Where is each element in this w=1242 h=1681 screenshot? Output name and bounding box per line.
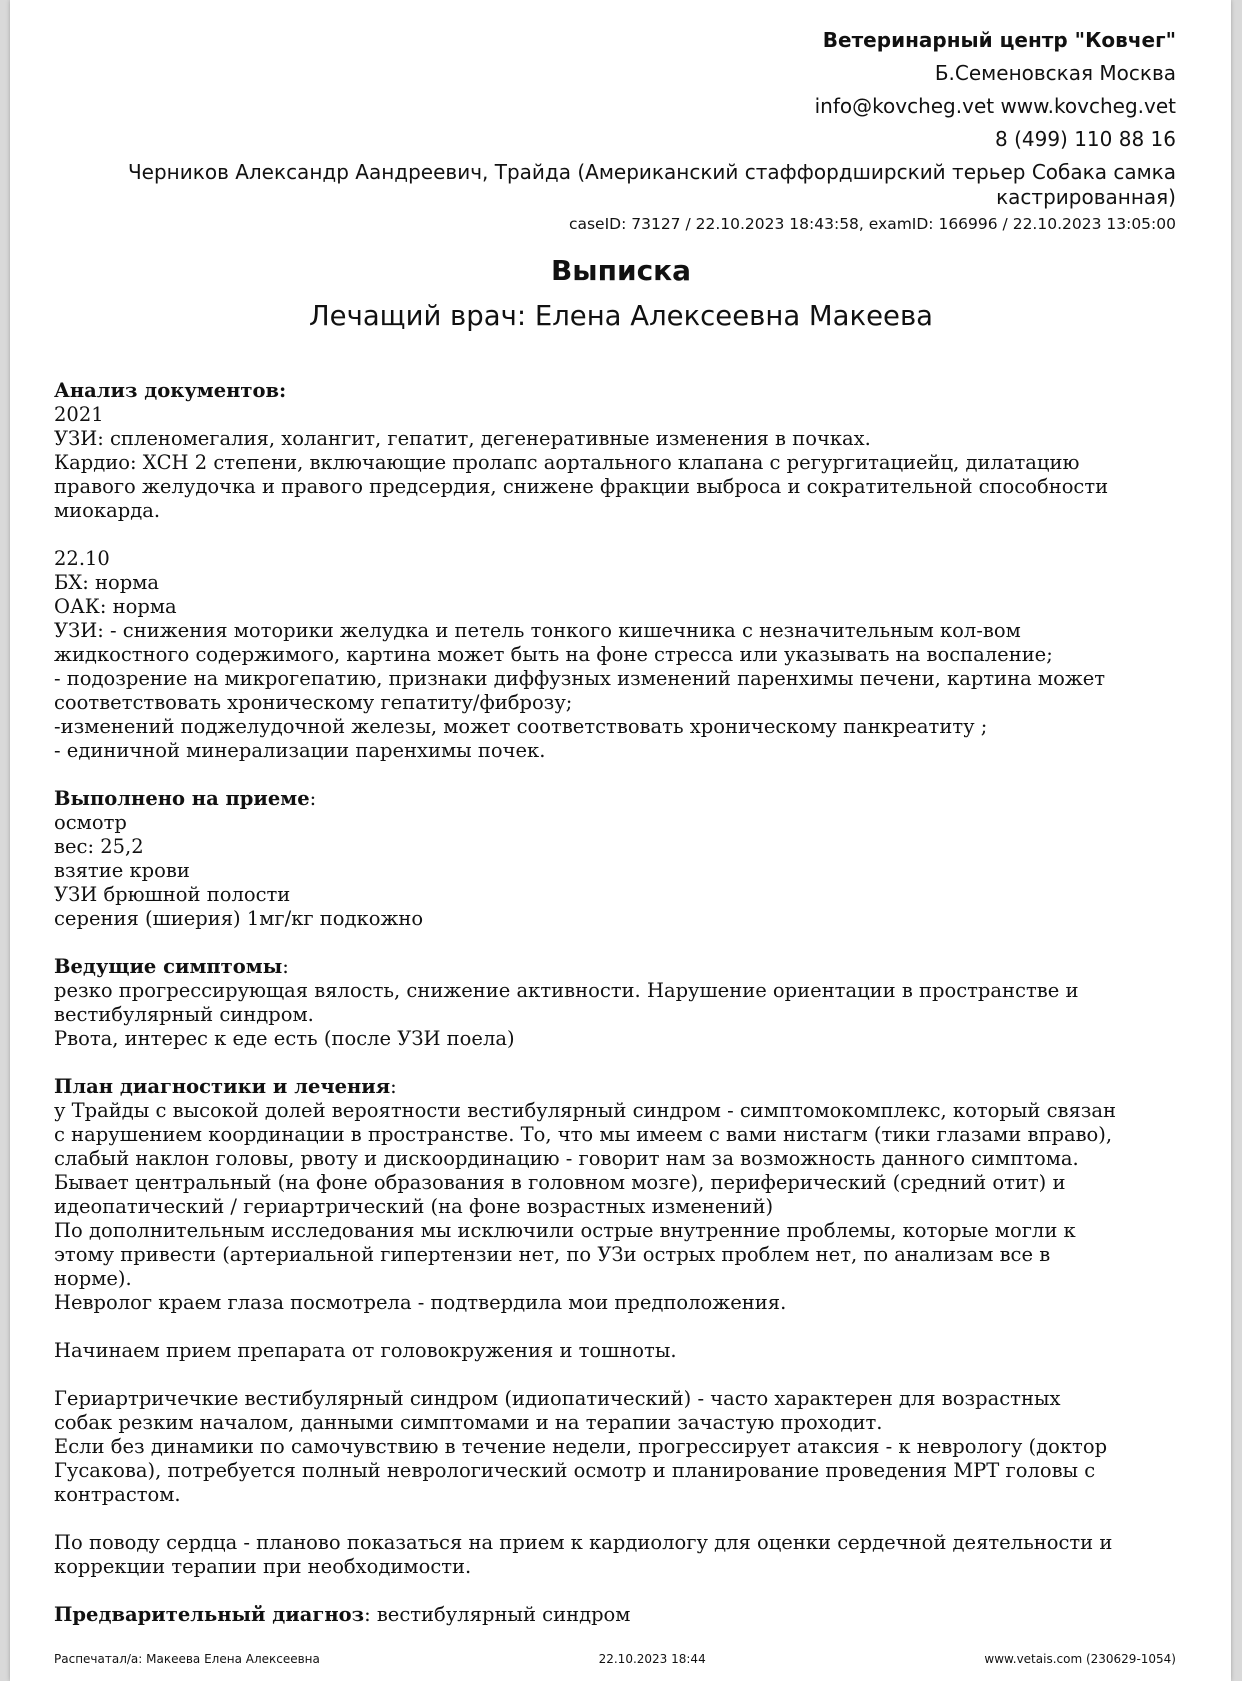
text-line: у Трайды с высокой долей вероятности вестибулярный синдром - симптомокомплекс, который связан [54, 1099, 1117, 1122]
clinic-address: Б.Семеновская Москва [934, 61, 1176, 85]
print-footer [54, 1652, 1176, 1666]
section-content [54, 1099, 1194, 1579]
attending-doctor: Лечащий врач: Елена Алексеевна Макеева [308, 300, 934, 332]
case-ids: caseID: 73127 / 22.10.2023 18:43:58, examID: 166996 / 22.10.2023 13:05:00 [568, 215, 1176, 233]
owner-line-1: Черников Александр Аандреевич, Трайда (Американский стаффордширский терьер Собака самка [127, 160, 1176, 184]
text-line: этому привести (артериальной гипертензии нет, по УЗи острых проблем нет, по анализам все в [54, 1243, 1051, 1266]
text-line: По дополнительным исследования мы исключили острые внутренние проблемы, которые могли к [54, 1219, 1076, 1242]
diagnosis-text: : вестибулярный синдром [364, 1603, 631, 1626]
section-content [54, 811, 1194, 931]
text-line: Невролог краем глаза посмотрела - подтвердила мои предположения. [54, 1291, 787, 1314]
clinic-name: Ветеринарный центр "Ковчег" [822, 28, 1176, 52]
text-line: вестибулярный синдром. [54, 1003, 314, 1026]
section-heading: Анализ документов: [54, 379, 287, 402]
text-line: резко прогрессирующая вялость, снижение активности. Нарушение ориентации в пространстве и [54, 979, 1079, 1002]
section-heading: Ведущие симптомы [54, 955, 283, 978]
text-line: норме). [54, 1267, 132, 1290]
text-line: миокарда. [54, 499, 161, 522]
text-line: ОАК: норма [54, 595, 177, 618]
section-heading: Предварительный диагноз [54, 1603, 365, 1626]
heading-colon: : [309, 787, 317, 810]
owner-patient-info [56, 160, 1176, 210]
text-line: УЗИ: спленомегалия, холангит, гепатит, дегенеративные изменения в почках. [54, 427, 871, 450]
text-line: осмотр [54, 811, 127, 834]
document-title: Выписка [550, 254, 692, 287]
software-info: www.vetais.com (230629-1054) [984, 1652, 1176, 1666]
section-analysis [54, 379, 1194, 763]
section-symptoms [54, 955, 1194, 1051]
printed-by: Распечатал/а: Макеева Елена Алексеевна [54, 1652, 320, 1666]
section-content [54, 403, 1194, 763]
clinic-contacts: info@kovcheg.vet www.kovcheg.vet [814, 94, 1176, 118]
section-heading-line [54, 787, 1194, 811]
text-line: Гериартричечкие вестибулярный синдром (идиопатический) - часто характерен для возрастных [54, 1387, 1061, 1410]
text-line: идеопатический / гериартрический (на фоне возрастных изменений) [54, 1195, 774, 1218]
clinic-phone: 8 (499) 110 88 16 [994, 127, 1176, 151]
section-content [54, 979, 1194, 1051]
section-heading-line [54, 1075, 1194, 1099]
text-line: 22.10 [54, 547, 110, 570]
section-heading-line [54, 1603, 1194, 1627]
text-line: вес: 25,2 [54, 835, 144, 858]
text-line: соответствовать хроническому гепатиту/фиброзу; [54, 691, 573, 714]
text-line: жидкостного содержимого, картина может быть на фоне стресса или указывать на воспаление; [54, 643, 1053, 666]
heading-colon: : [390, 1075, 397, 1098]
print-date: 22.10.2023 18:44 [598, 1652, 706, 1666]
section-heading-line [54, 955, 1194, 979]
text-line: серения (шиерия) 1мг/кг подкожно [54, 907, 424, 930]
text-line: По поводу сердца - планово показаться на прием к кардиологу для оценки сердечной деятельности и [54, 1531, 1113, 1554]
text-line: взятие крови [54, 859, 190, 882]
text-line: Начинаем прием препарата от головокружения и тошноты. [54, 1339, 677, 1362]
text-line: БХ: норма [54, 571, 159, 594]
text-line: Бывает центральный (на фоне образования в головном мозге), периферический (средний отит) и [54, 1171, 1066, 1194]
text-line: слабый наклон головы, рвоту и дискоординацию - говорит нам за возможность данного симптома. [54, 1147, 1079, 1170]
text-line: Если без динамики по самочувствию в течение недели, прогрессирует атаксия - к неврологу (доктор [54, 1435, 1108, 1458]
text-line: Кардио: ХСН 2 степени, включающие пролапс аортального клапана с регургитациейц, дилатацию [54, 451, 1080, 474]
clinic-header [56, 24, 1176, 235]
text-line [54, 1507, 1194, 1531]
text-line: -изменений поджелудочной железы, может соответствовать хроническому панкреатиту ; [54, 715, 988, 738]
heading-colon: : [282, 955, 289, 978]
section-heading: План диагностики и лечения [54, 1075, 391, 1098]
text-line: УЗИ: - снижения моторики желудка и петель тонкого кишечника с незначительным кол-вом [54, 619, 1021, 642]
text-line: с нарушением координации в пространстве. То, что мы имеем с вами нистагм (тики глазами вправо), [54, 1123, 1113, 1146]
section-performed [54, 787, 1194, 931]
text-line: Рвота, интерес к еде есть (после УЗИ поела) [54, 1027, 515, 1050]
text-line: - подозрение на микрогепатию, признаки диффузных изменений паренхимы печени, картина может [54, 667, 1106, 690]
owner-line-2: кастрированная) [996, 185, 1176, 209]
section-diagnosis [54, 1603, 1194, 1627]
section-heading: Выполнено на приеме [54, 787, 310, 810]
text-line: собак резким началом, данными симптомами и на терапии зачастую проходит. [54, 1411, 883, 1434]
text-line: Гусакова), потребуется полный неврологический осмотр и планирование проведения МРТ головы с [54, 1459, 1096, 1482]
text-line [54, 523, 1194, 547]
text-line: - единичной минерализации паренхимы почек. [54, 739, 546, 762]
text-line: контрастом. [54, 1483, 181, 1506]
section-plan [54, 1075, 1194, 1579]
text-line: 2021 [54, 403, 104, 426]
document-page [10, 0, 1231, 1681]
text-line: УЗИ брюшной полости [54, 883, 291, 906]
text-line [54, 1315, 1194, 1339]
text-line: коррекции терапии при необходимости. [54, 1555, 472, 1578]
text-line: правого желудочка и правого предсердия, снижене фракции выброса и сократительной способности [54, 475, 1109, 498]
document-body [54, 379, 1194, 1627]
text-line [54, 1363, 1194, 1387]
